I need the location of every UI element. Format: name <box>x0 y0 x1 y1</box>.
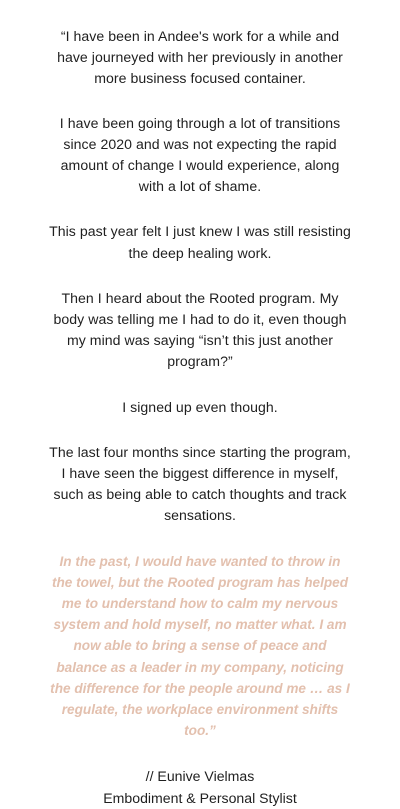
testimonial-paragraph: “I have been in Andee's work for a while and have journeyed with her previously in another more business focused container. <box>57 28 343 87</box>
author-signature <box>48 766 352 808</box>
author-name: // Eunive Vielmas <box>145 768 255 785</box>
testimonial-paragraph: I signed up even though. <box>122 398 278 415</box>
testimonial-paragraph: The last four months since starting the program, I have seen the biggest difference in myself, such as being able to catch thoughts and track sensations. <box>49 443 351 524</box>
testimonial-paragraph: Then I heard about the Rooted program. My body was telling me I had to do it, even though my mind was saying “isn’t this just another program?” <box>53 289 347 370</box>
testimonial-paragraph: This past year felt I just knew I was still resisting the deep healing work. <box>49 223 351 261</box>
testimonial-paragraph: I have been going through a lot of transitions since 2020 and was not expecting the rapid amount of change I would experience, along with a lot of shame. <box>59 114 341 195</box>
highlighted-quote: In the past, I would have wanted to throw in the towel, but the Rooted program has helped me to understand how to calm my nervous system and hold myself, no matter what. I am now able to bring a sense of peace and balance as a leader in my company, noticing the difference for the people around me … as I regulate, the workplace environment shifts too.” <box>50 553 350 739</box>
author-title: Embodiment & Personal Stylist <box>103 789 297 806</box>
